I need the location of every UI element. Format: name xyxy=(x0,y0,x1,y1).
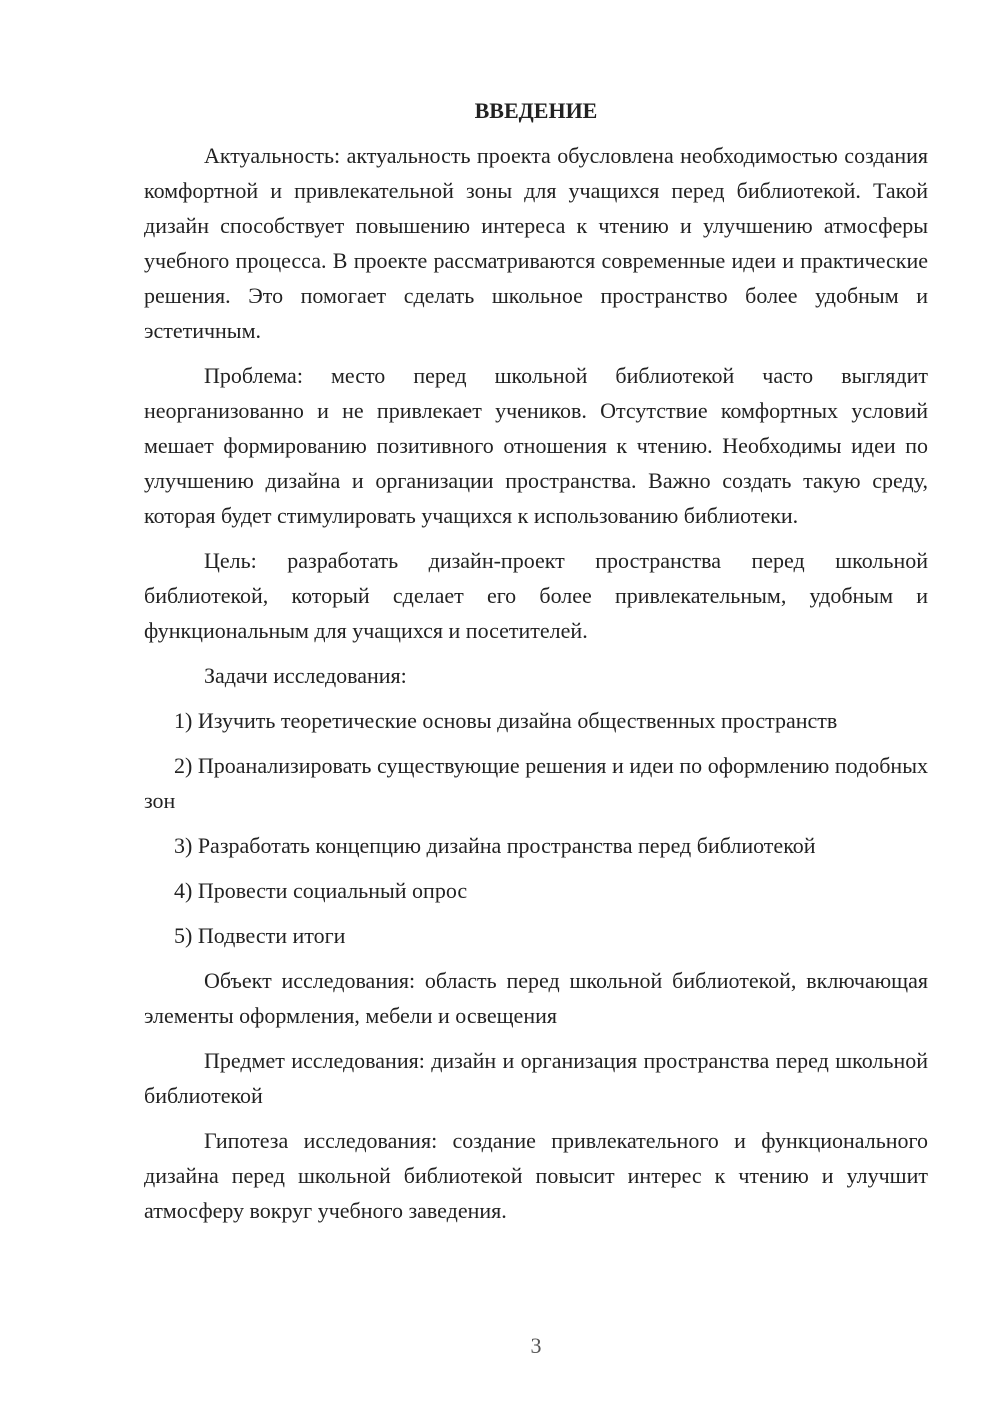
page-number: 3 xyxy=(530,1333,542,1358)
list-item: 2) Проанализировать существующие решения и идеи по оформлению подобных зон xyxy=(144,753,928,813)
paragraph-subject: Предмет исследования: дизайн и организация пространства перед школьной библиотекой xyxy=(144,1048,928,1108)
tasks-heading: Задачи исследования: xyxy=(204,663,407,688)
paragraph-hypothesis: Гипотеза исследования: создание привлекательного и функционального дизайна перед школьной библиотекой повысит интерес к чтению и улучшит атмосферу вокруг учебного заведения. xyxy=(144,1128,928,1223)
section-title: ВВЕДЕНИЕ xyxy=(474,98,598,123)
list-item: 3) Разработать концепцию дизайна пространства перед библиотекой xyxy=(174,833,816,858)
paragraph-goal: Цель: разработать дизайн-проект пространства перед школьной библиотекой, который сделает его более привлекательным, удобным и функциональным для учащихся и посетителей. xyxy=(144,548,928,643)
list-item: 4) Провести социальный опрос xyxy=(174,878,468,903)
document-page xyxy=(144,96,928,1238)
paragraph-object: Объект исследования: область перед школьной библиотекой, включающая элементы оформления, мебели и освещения xyxy=(144,968,928,1028)
paragraph-relevance: Актуальность: актуальность проекта обусловлена необходимостью создания комфортной и привлекательной зоны для учащихся перед библиотекой. Такой дизайн способствует повышению интереса к чтению и улучшению атмосферы учебного процесса. В проекте рассматриваются современные идеи и практические решения. Это помогает сделать школьное пространство более удобным и эстетичным. xyxy=(144,143,928,343)
paragraph-problem: Проблема: место перед школьной библиотекой часто выглядит неорганизованно и не привлекает учеников. Отсутствие комфортных условий мешает формированию позитивного отношения к чтению. Необходимы идеи по улучшению дизайна и организации пространства. Важно создать такую среду, которая будет стимулировать учащихся к использованию библиотеки. xyxy=(144,363,928,528)
tasks-list xyxy=(144,703,928,953)
list-item: 1) Изучить теоретические основы дизайна общественных пространств xyxy=(174,708,838,733)
list-item: 5) Подвести итоги xyxy=(174,923,346,948)
